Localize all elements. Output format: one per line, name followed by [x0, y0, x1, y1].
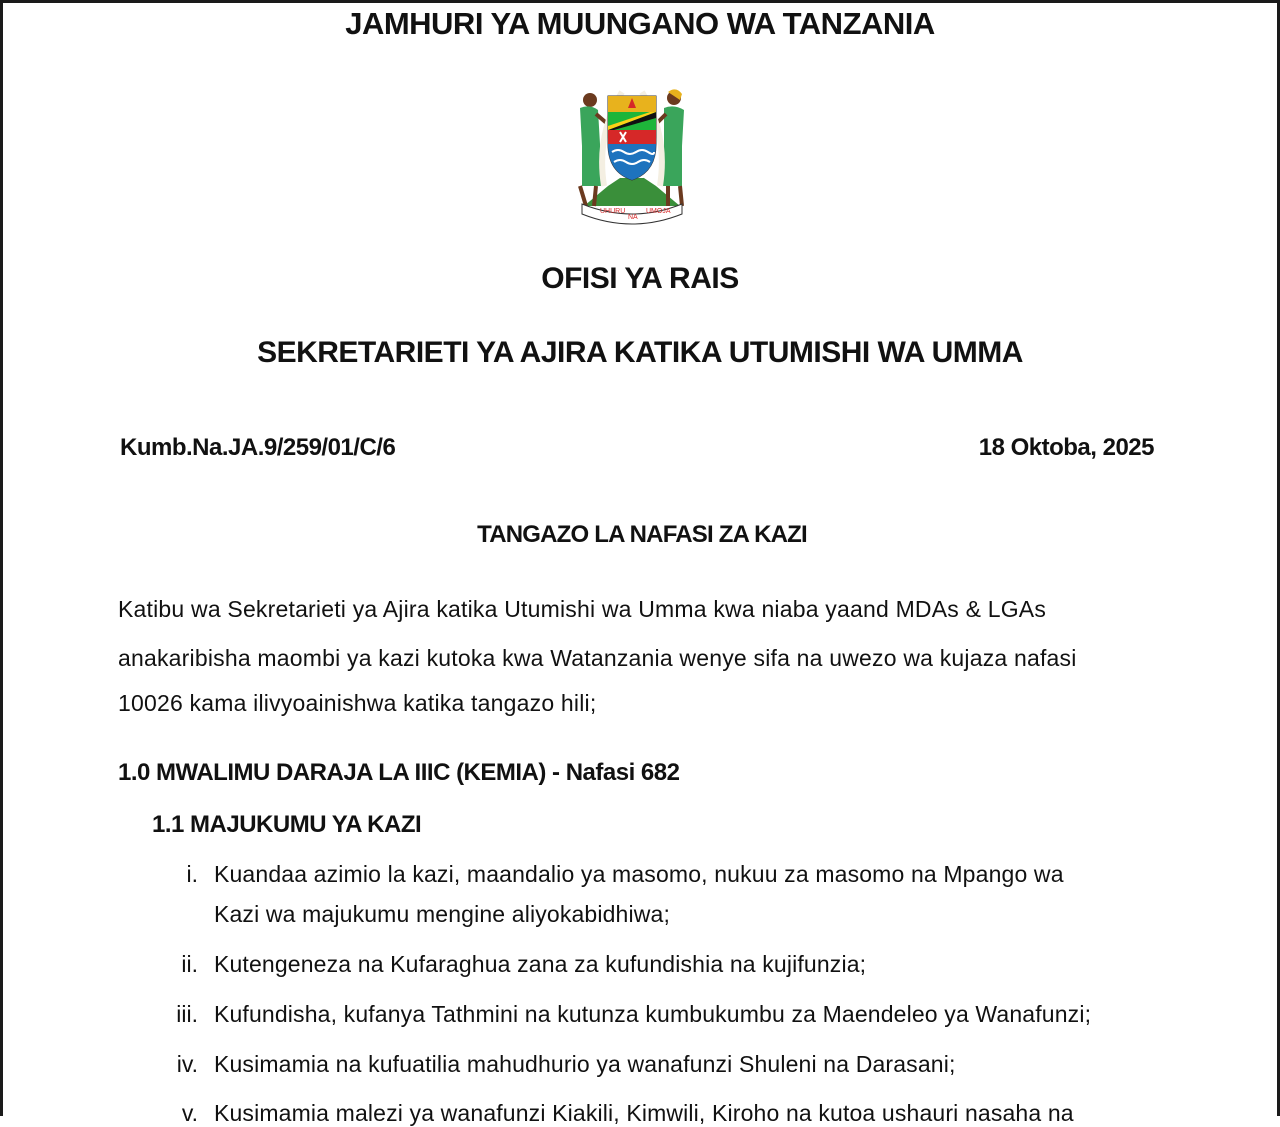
list-item-text: Kusimamia malezi ya wanafunzi Kiakili, Kimwili, Kiroho na kutoa ushauri nasaha na	[214, 1100, 1074, 1126]
intro-line: anakaribisha maombi ya kazi kutoka kwa Watanzania wenye sifa na uwezo wa kujaza nafasi	[118, 645, 1077, 671]
list-item-text: Kuandaa azimio la kazi, maandalio ya masomo, nukuu za masomo na Mpango wa	[214, 861, 1064, 887]
list-item-number: ii.	[181, 951, 198, 977]
notice-date: 18 Oktoba, 2025	[978, 434, 1154, 461]
list-item-text: Kusimamia na kufuatilia mahudhurio ya wanafunzi Shuleni na Darasani;	[214, 1051, 956, 1077]
shield	[608, 96, 656, 180]
motto-word-3: UMOJA	[646, 208, 671, 215]
intro-line: 10026 kama ilivyoainishwa katika tangazo hili;	[118, 690, 597, 716]
list-item-number: iv.	[176, 1051, 198, 1077]
motto-word-1: UHURU	[600, 208, 626, 215]
list-item-text: Kufundisha, kufanya Tathmini na kutunza kumbukumbu za Maendeleo ya Wanafunzi;	[214, 1001, 1092, 1027]
office-heading: OFISI YA RAIS	[541, 262, 739, 295]
list-item-text: Kazi wa majukumu mengine aliyokabidhiwa;	[214, 901, 671, 927]
intro-line: Katibu wa Sekretarieti ya Ajira katika Utumishi wa Umma kwa niaba yaand MDAs & LGAs	[118, 596, 1047, 622]
list-item-number: iii.	[176, 1001, 198, 1027]
secretariat-heading: SEKRETARIETI YA AJIRA KATIKA UTUMISHI WA UMMA	[257, 336, 1023, 369]
list-item-number: i.	[186, 861, 198, 887]
motto-word-2: NA	[628, 214, 638, 221]
list-item-text: Kutengeneza na Kufaraghua zana za kufundishia na kujifunzia;	[214, 951, 867, 977]
list-item-number: v.	[181, 1100, 198, 1126]
section-heading: 1.0 MWALIMU DARAJA LA IIIC (KEMIA) - Nafasi 682	[118, 759, 680, 786]
notice-title: TANGAZO LA NAFASI ZA KAZI	[477, 521, 807, 548]
country-heading: JAMHURI YA MUUNGANO WA TANZANIA	[345, 6, 935, 41]
reference-number: Kumb.Na.JA.9/259/01/C/6	[120, 434, 396, 461]
coat-of-arms-emblem	[556, 74, 708, 226]
subsection-heading: 1.1 MAJUKUMU YA KAZI	[152, 811, 422, 838]
